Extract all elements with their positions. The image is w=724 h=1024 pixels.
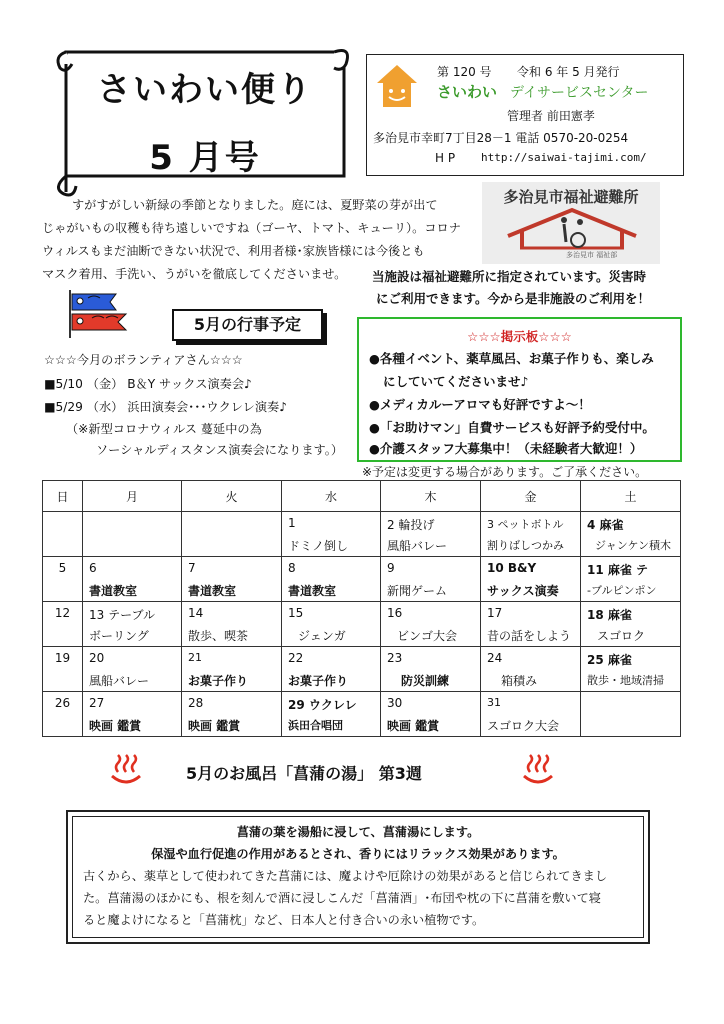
address-phone: 多治見市幸町7丁目28－1 電話 0570-20-0254	[373, 131, 629, 145]
calendar-header-row	[43, 481, 681, 512]
koinobori-icon	[66, 288, 136, 340]
shelter-sign-title: 多治見市福祉避難所	[503, 188, 639, 206]
calendar-cell: 30 映画 鑑賞	[381, 692, 481, 737]
day-header: 木	[381, 481, 481, 512]
bath-heading: 5月のお風呂「菖蒲の湯」 第3週	[186, 764, 422, 783]
shelter-sign-image	[482, 182, 660, 264]
calendar-cell: 11 麻雀 テ -ブルピンポン	[581, 557, 681, 602]
bath-info-box	[66, 810, 650, 944]
calendar-cell: 23 防災訓練	[381, 647, 481, 692]
intro-line: すがすがしい新緑の季節となりました。庭には、夏野菜の芽が出て	[72, 198, 438, 212]
calendar-cell	[182, 512, 282, 557]
board-item: ●メディカルーアロマも好評ですよ～！	[369, 397, 591, 412]
calendar-cell-sunday: 5	[43, 557, 83, 602]
hot-spring-icon	[520, 754, 556, 788]
events-heading: 5月の行事予定	[172, 309, 323, 341]
calendar-week-row	[43, 692, 681, 737]
hot-spring-icon	[108, 754, 144, 788]
event-item: ■5/10 （金） B＆Y サックス演奏会♪	[44, 377, 252, 391]
calendar-cell: 7 書道教室	[182, 557, 282, 602]
calendar-cell-sunday: 12	[43, 602, 83, 647]
publish-date: 令和 6 年 5 月発行	[517, 65, 620, 79]
calendar-cell-sunday: 19	[43, 647, 83, 692]
shelter-house-icon	[502, 206, 642, 250]
bath-text-line: 古くから、薬草として使われてきた菖蒲には、魔よけや厄除けの効果があると信じられてきまし	[83, 869, 608, 883]
calendar-cell: 28 映画 鑑賞	[182, 692, 282, 737]
issue-month-title: 5 月号	[149, 138, 261, 178]
board-item: ●各種イベント、薬草風呂、お菓子作りも、楽しみ	[369, 351, 654, 366]
calendar-cell: 10 B&Y サックス演奏	[481, 557, 581, 602]
issue-number: 第 120 号	[437, 65, 492, 79]
event-note: （※新型コロナウィルス 蔓延中の為	[66, 422, 262, 436]
event-note: ソーシャルディスタンス演奏会になります。）	[96, 443, 344, 457]
header-box	[366, 54, 684, 176]
calendar-cell: 4 麻雀 ジャンケン積木	[581, 512, 681, 557]
bath-text-line: 保湿や血行促進の作用があるとされ、香りにはリラックス効果があります。	[151, 847, 565, 861]
calendar-week-row	[43, 602, 681, 647]
calendar-cell-sunday	[43, 512, 83, 557]
website-link[interactable]: http://saiwai-tajimi.com/	[481, 151, 647, 164]
calendar-cell: 13 テーブル ボーリング	[83, 602, 182, 647]
calendar-cell: 3 ペットボトル 割りばしつかみ	[481, 512, 581, 557]
calendar-cell: 17 昔の話をしよう	[481, 602, 581, 647]
calendar-cell: 18 麻雀 スゴロク	[581, 602, 681, 647]
calendar-cell	[83, 512, 182, 557]
calendar-cell: 6 書道教室	[83, 557, 182, 602]
calendar-cell: 9 新聞ゲーム	[381, 557, 481, 602]
calendar-week-row	[43, 512, 681, 557]
calendar-week-row	[43, 557, 681, 602]
calendar-cell: 20 風船バレー	[83, 647, 182, 692]
house-logo-icon	[375, 63, 419, 109]
calendar-cell: 25 麻雀 散歩・地域清掃	[581, 647, 681, 692]
event-item: ■5/29 （水） 浜田演奏会･･･ウクレレ演奏♪	[44, 400, 288, 414]
bath-text-line: た。菖蒲湯のほかにも、根を刻んで酒に浸しこんだ「菖蒲酒」･布団や枕の下に菖蒲を敷いて寝	[83, 891, 601, 905]
day-header: 火	[182, 481, 282, 512]
intro-line: ウィルスもまだ油断できない状況で、利用者様･家族皆様には今後とも	[42, 244, 425, 258]
bulletin-board-title: ☆☆☆掲示板☆☆☆	[467, 329, 572, 344]
board-item: ●「お助けマン」自費サービスも好評予約受付中。	[369, 420, 655, 435]
schedule-note: ※予定は変更する場合があります。ご了承ください。	[362, 465, 648, 479]
center-name: デイサービスセンター	[510, 85, 649, 101]
hp-label: H P	[435, 151, 456, 165]
calendar-cell	[581, 692, 681, 737]
newsletter-title: さいわい便り	[97, 70, 313, 110]
calendar-cell: 31 スゴロク大会	[481, 692, 581, 737]
calendar-cell: 8 書道教室	[282, 557, 381, 602]
calendar-cell: 2 輪投げ 風船バレー	[381, 512, 481, 557]
calendar-cell: 14 散歩、喫茶	[182, 602, 282, 647]
shelter-sign-sub: 多治見市 福祉部	[566, 251, 618, 259]
day-header: 金	[481, 481, 581, 512]
calendar-cell: 21 お菓子作り	[182, 647, 282, 692]
logo-text: さいわい	[437, 83, 498, 101]
calendar-cell-sunday: 26	[43, 692, 83, 737]
intro-line: マスク着用、手洗い、うがいを徹底してくださいませ。	[42, 267, 347, 281]
shelter-notice: にご利用できます。今から是非施設のご利用を！	[376, 291, 651, 306]
day-header: 水	[282, 481, 381, 512]
manager-name: 管理者 前田憲孝	[507, 109, 595, 123]
bulletin-board	[357, 317, 682, 462]
volunteer-title: ☆☆☆今月のボランティアさん☆☆☆	[44, 353, 243, 367]
calendar-cell: 27 映画 鑑賞	[83, 692, 182, 737]
shelter-notice: 当施設は福祉避難所に指定されています。災害時	[372, 269, 647, 284]
day-header: 日	[43, 481, 83, 512]
calendar-cell: 24 箱積み	[481, 647, 581, 692]
board-item: にしていてくださいませ♪	[383, 374, 529, 389]
calendar-cell: 15 ジェンガ	[282, 602, 381, 647]
bath-text-line: 菖蒲の葉を湯船に浸して、菖蒲湯にします。	[236, 825, 480, 839]
intro-line: じゃがいもの収穫も待ち遠しいですね（ゴーヤ、トマト、キューリ）。コロナ	[42, 221, 461, 235]
calendar-table	[42, 480, 681, 737]
calendar-week-row	[43, 647, 681, 692]
calendar-cell: 22 お菓子作り	[282, 647, 381, 692]
calendar-cell: 1 ドミノ倒し	[282, 512, 381, 557]
calendar-cell: 16 ビンゴ大会	[381, 602, 481, 647]
day-header: 月	[83, 481, 182, 512]
board-item: ●介護スタッフ大募集中！（未経験者大歓迎！）	[369, 441, 643, 456]
bath-info-inner	[72, 816, 644, 938]
calendar-cell: 29 ウクレレ 浜田合唱団	[282, 692, 381, 737]
bath-text-line: ると魔よけになると「菖蒲枕」など、日本人と付き合いの永い植物です。	[83, 913, 485, 927]
day-header: 土	[581, 481, 681, 512]
